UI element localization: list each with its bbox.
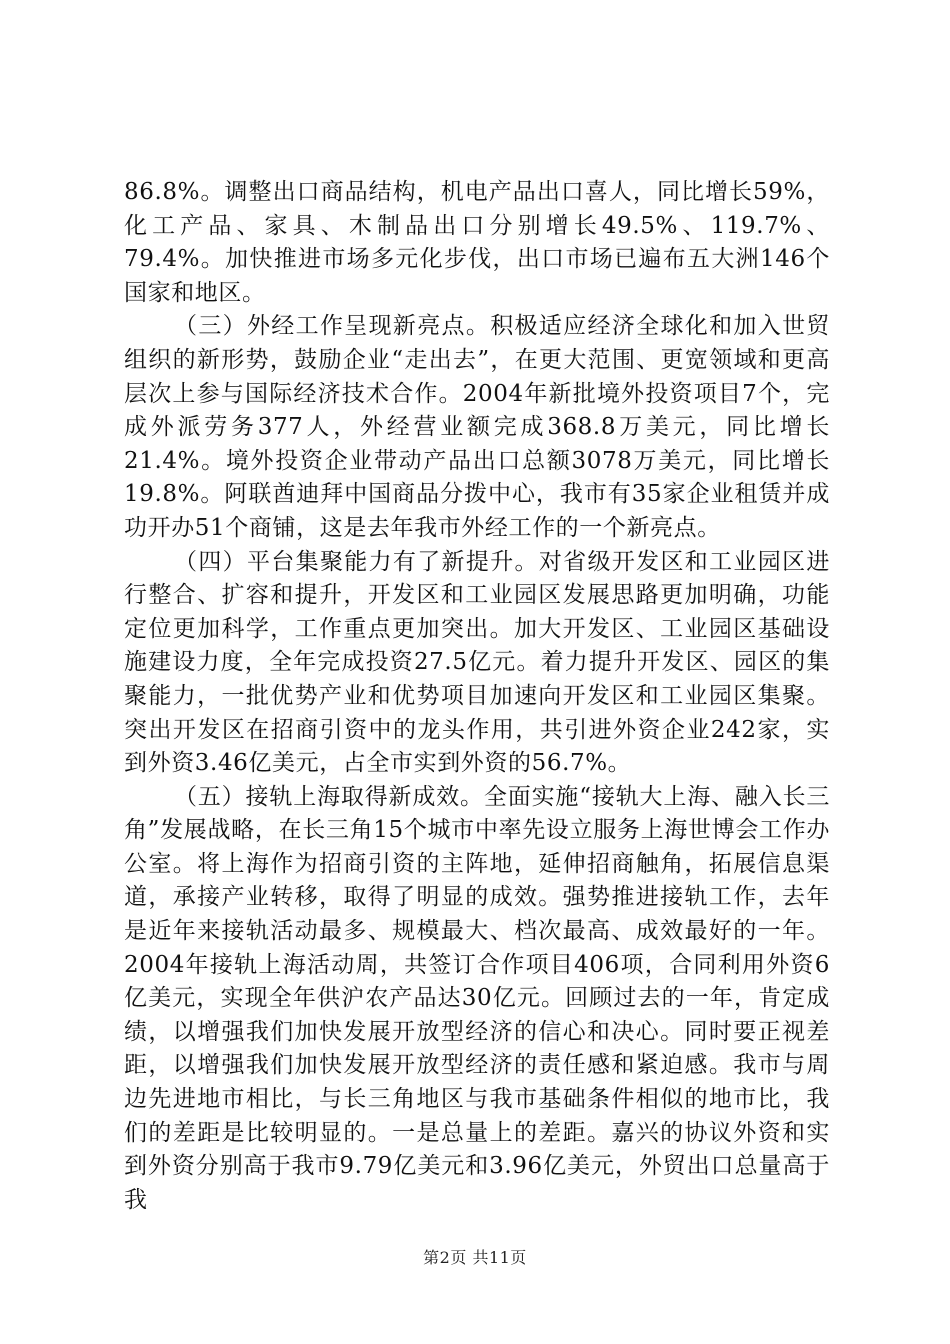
page-number-footer: 第2页 共11页 bbox=[423, 1248, 527, 1267]
document-body bbox=[124, 176, 830, 1217]
paragraph-platform-agglomeration: （四）平台集聚能力有了新提升。对省级开发区和工业园区进行整合、扩容和提升，开发区和工业园区发展思路更加明确，功能定位更加科学，工作重点更加突出。加大开发区、工业园区基础设施建设力度，全年完成投资27.5亿元。着力提升开发区、园区的集聚能力，一批优势产业和优势项目加速向开发区和工业园区集聚。突出开发区在招商引资中的龙头作用，共引进外资企业242家，实到外资3.46亿美元，占全市实到外资的56.7%。 bbox=[124, 548, 830, 777]
paragraph-shanghai-integration: （五）接轨上海取得新成效。全面实施“接轨大上海、融入长三角”发展战略，在长三角15个城市中率先设立服务上海世博会工作办公室。将上海作为招商引资的主阵地，延伸招商触角，拓展信息渠道，承接产业转移，取得了明显的成效。强势推进接轨工作，去年是近年来接轨活动最多、规模最大、档次最高、成效最好的一年。2004年接轨上海活动周，共签订合作项目406项，合同利用外资6亿美元，实现全年供沪农产品达30亿元。回顾过去的一年，肯定成绩，以增强我们加快发展开放型经济的信心和决心。同时要正视差距，以增强我们加快发展开放型经济的责任感和紧迫感。我市与周边先进地市相比，与长三角地区与我市基础条件相似的地市比，我们的差距是比较明显的。一是总量上的差距。嘉兴的协议外资和实到外资分别高于我市9.79亿美元和3.96亿美元，外贸出口总量高于我 bbox=[124, 783, 830, 1213]
paragraph-foreign-economic-work: （三）外经工作呈现新亮点。积极适应经济全球化和加入世贸组织的新形势，鼓励企业“走出去”，在更大范围、更宽领域和更高层次上参与国际经济技术合作。2004年新批境外投资项目7个，完成外派劳务377人，外经营业额完成368.8万美元，同比增长21.4%。境外投资企业带动产品出口总额3078万美元，同比增长19.8%。阿联酋迪拜中国商品分拨中心，我市有35家企业租赁并成功开办51个商铺，这是去年我市外经工作的一个新亮点。 bbox=[124, 313, 830, 541]
paragraph-export-structure: 86.8%。调整出口商品结构，机电产品出口喜人，同比增长59%，化工产品、家具、木制品出口分别增长49.5%、119.7%、79.4%。加快推进市场多元化步伐，出口市场已遍布五大洲146个国家和地区。 bbox=[124, 179, 830, 306]
